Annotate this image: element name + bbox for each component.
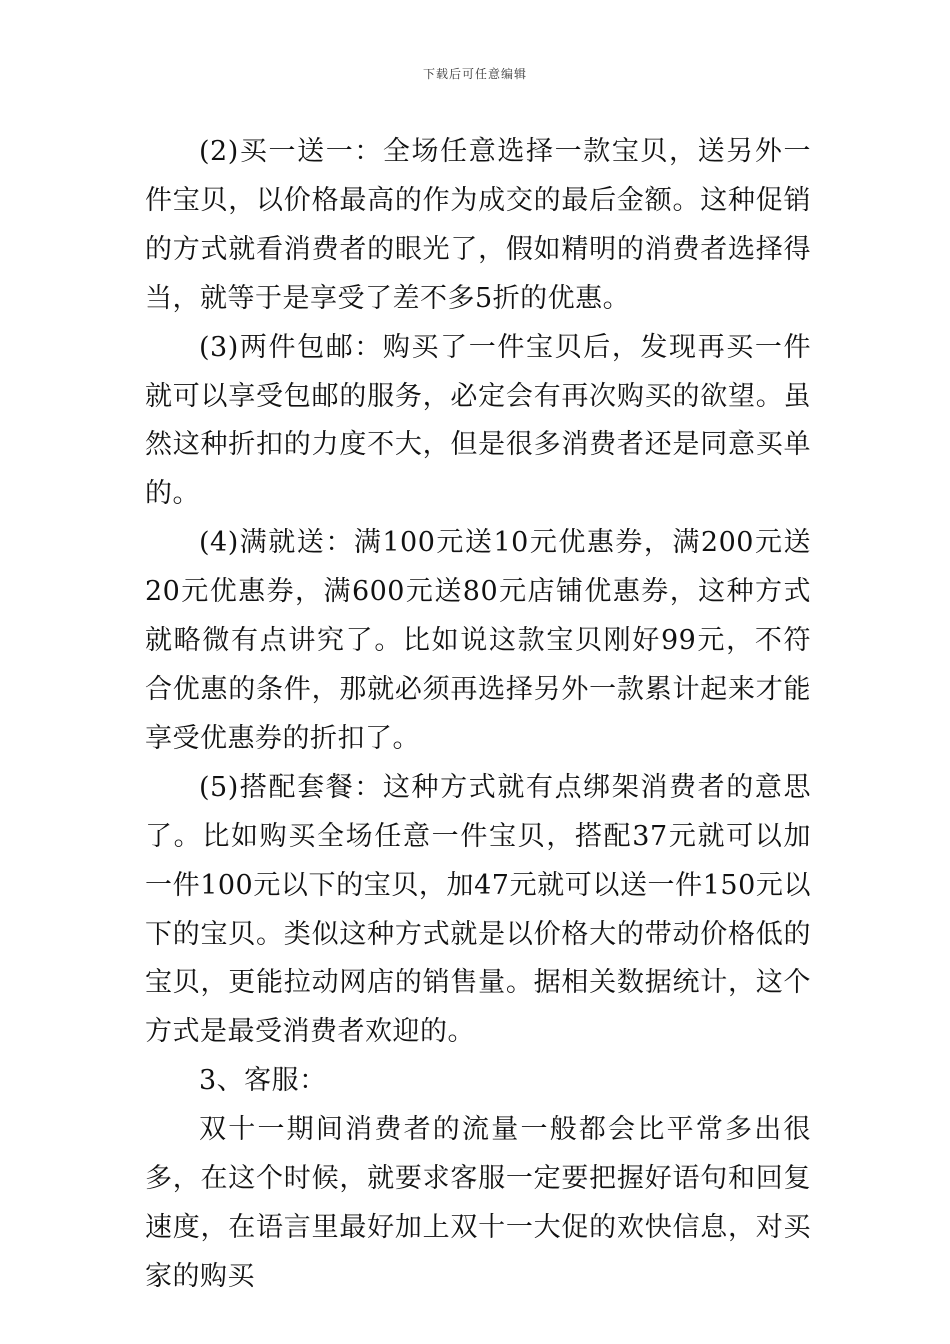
section-heading-customer-service: 3、客服：	[199, 1065, 327, 1097]
paragraph-two-items-free-shipping: (3)两件包邮：购买了一件宝贝后，发现再买一件就可以享受包邮的服务，必定会有再次购买的欲望。虽然这种折扣的力度不大，但是很多消费者还是同意买单的。	[145, 331, 811, 510]
paragraph-bundle-package: (5)搭配套餐：这种方式就有点绑架消费者的意思了。比如购买全场任意一件宝贝，搭配37元就可以加一件100元以下的宝贝，加47元就可以送一件150元以下的宝贝。类似这种方式就是以价格大的带动价格低的宝贝，更能拉动网店的销售量。据相关数据统计，这个方式是最受消费者欢迎的。	[145, 771, 811, 1048]
paragraph-customer-service: 双十一期间消费者的流量一般都会比平常多出很多，在这个时候，就要求客服一定要把握好语句和回复速度，在语言里最好加上双十一大促的欢快信息，对买家的购买	[145, 1114, 811, 1292]
paragraph-spend-and-get-coupon: (4)满就送：满100元送10元优惠券，满200元送20元优惠券，满600元送80元店铺优惠券，这种方式就略微有点讲究了。比如说这款宝贝刚好99元，不符合优惠的条件，那就必须再选择另外一款累计起来才能享受优惠券的折扣了。	[145, 527, 811, 754]
paragraph-buy-one-get-one: (2)买一送一：全场任意选择一款宝贝，送另外一件宝贝，以价格最高的作为成交的最后金额。这种促销的方式就看消费者的眼光了，假如精明的消费者选择得当，就等于是享受了差不多5折的优惠。	[145, 136, 811, 314]
document-body	[145, 128, 811, 1302]
page-header-note: 下载后可任意编辑	[422, 67, 527, 81]
